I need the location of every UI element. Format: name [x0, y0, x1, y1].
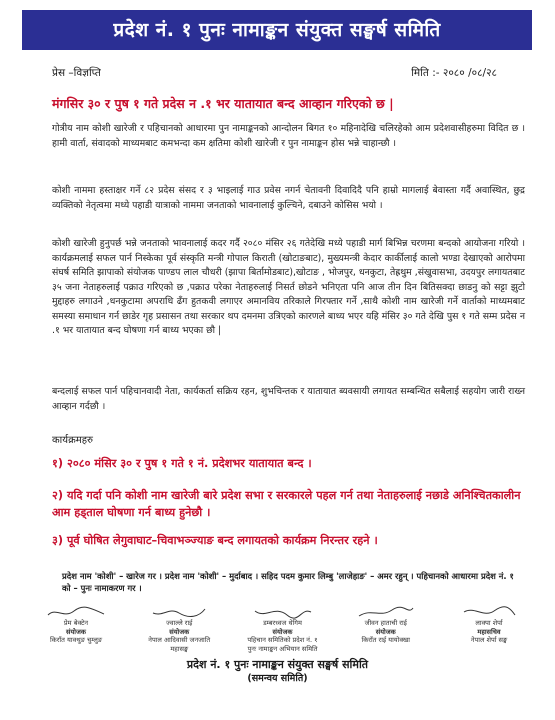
- signatory: [247, 605, 319, 651]
- program-item: ३) पूर्व घोषित लेगुवाघाट–चिवाभञ्ज्याङ बन्द लगायतको कार्यक्रम निरन्तर रहने ।: [52, 534, 378, 547]
- date-label: मिति :- २०८० /०८/२८: [411, 67, 497, 79]
- signatory-org: नेपाल आदिवासी जनजाति महासङ्घ: [148, 636, 211, 653]
- signatory-name: डम्बरध्वज थेगिम: [263, 619, 302, 627]
- signatory: [453, 605, 525, 651]
- signatory-role: संयोजक: [375, 627, 396, 636]
- slogan-notice: प्रदेश नाम 'कोशी' – खारेज गर । प्रदेश नाम 'कोशी' – मुर्दाबाद । सहिद पदम कुमार लिम्बु 'लाजेहाङ' – अमर रहुन् । पहिचानको आधारमा प्रदेश नं. १ को – पुनः नामाकरण गर ।: [62, 571, 514, 593]
- program-label: कार्यक्रमहरु: [52, 435, 94, 446]
- footer: [0, 658, 555, 686]
- signatory: [40, 605, 112, 651]
- press-release-label: प्रेस –विज्ञप्ति: [52, 67, 101, 79]
- meta-row: [52, 66, 515, 82]
- signatory-role: महासचिव: [477, 627, 501, 636]
- footer-subtitle: (समन्वय समिति): [247, 673, 308, 684]
- headline: मंगसिर ३० र पुष १ गते प्रदेस न .१ भर यातायात बन्द आव्हान गरिएको छ |: [52, 96, 394, 111]
- signatory-org: पहिचान समितिको प्रदेश नं. १ पुनः नामाङ्कन अभियान समिति: [247, 636, 318, 653]
- paragraph: गोत्रीय नाम कोशी खारेजी र पहिचानको आधारमा पुन नामाङ्कनको आन्दोलन बिगत १० महिनादेखि चलिरहेको आम प्रदेशवासीहरुमा विदित छ । हामी वार्ता, संवादको माध्यमबाट कमभन्दा कम क्षतिमा कोशी खारेजी र पुन नामाङ्कन होस भन्ने चाहान्छौ ।: [52, 123, 525, 149]
- signatory-org: किराँत याक्थुङ चुम्लुङ: [49, 636, 103, 644]
- signatory-role: संयोजक: [66, 627, 86, 636]
- signatory-org: नेपाल शेर्पा सङ्घ: [470, 636, 508, 644]
- signature-scrawl: [143, 605, 215, 619]
- program-item: १) २०८० मंसिर ३० र पुष १ गते १ नं. प्रदेशभर यातायात बन्द ।: [52, 457, 312, 470]
- signatory: [143, 605, 215, 651]
- signature-scrawl: [350, 605, 422, 619]
- signature-block: [40, 605, 525, 651]
- footer-title: प्रदेश नं. १ पुनः नामाङ्कन संयुक्त सङ्घर्ष समिति: [186, 658, 369, 671]
- signatory-role: संयोजक: [169, 627, 190, 636]
- program-item: २) यदि गर्दा पनि कोशी नाम खारेजी बारे प्रदेश सभा र सरकारले पहल गर्न तथा नेताहरुलाई नछाडे अनिश्चितकालीन आम हड्ताल घोषणा गर्न बाध्य हुनेछौ ।: [52, 489, 521, 519]
- paragraph: कोशी खारेजी हुनुपर्छ भन्ने जनताको भावनालाई कदर गर्दै २०८० मंसिर २६ गतेदेखि मध्ये पहाडी मार्ग बिभिन्न चरणमा बन्दको आयोजना गरियो । कार्यक्रमलाई सफल पार्न निस्केका पूर्व संस्कृति मन्त्री गोपाल किराती (खोटाङबाट), मुख्यमन्त्री केदार कार्कीलाई कालो भण्डा देखाएको आरोपमा संघर्ष समिति झापाको संयोजक पाण्डप लाल चौधरी (झापा बिर्तामोडबाट),खोटाङ , भोजपुर, धनकुटा, तेह्रथुम ,संखुवासभा, उदयपुर लगायतबाट ३५ जना नेताहरुलाई पक्राउ गरिएको छ ,पक्राउ परेका नेताहरुलाई निसर्त छोडने भनिएता पनि आज तीन दिन बितिसक्दा छाडनु को सट्टा झुटो मुद्दाहरु लगाउने ,धनकुटामा अपराधि ढँग हुतकवी लगाएर अमानविय तरिकाले गिरफ्तार गर्ने ,साथै कोशी नाम खारेजी गर्ने वार्ताको माध्यमबाट समस्या समाधान गर्न छाडेर गृह प्रसासन तथा सरकार थप दमनमा उत्रिएको कारणले बाध्य भएर यहि मंसिर ३० गते देखि पुस १ गते सम्म प्रदेस न .१ भर यातायात बन्द घोषणा गर्न बाध्य भएका छौ |: [52, 238, 525, 336]
- signatory-name: प्रेम बेक्टेन: [63, 619, 89, 627]
- signatory-org: किराँत राई यायोक्खा: [361, 636, 410, 644]
- signatory-name: जीवन हाताची राई: [364, 619, 407, 627]
- signature-scrawl: [247, 605, 319, 619]
- signatory-role: संयोजक: [272, 627, 293, 636]
- signatory: [350, 605, 422, 651]
- signature-scrawl: [40, 605, 112, 619]
- signatory-name: ज्वाल्ले राई: [166, 619, 193, 627]
- signatory-name: लाक्पा शेर्पा: [475, 619, 503, 627]
- paragraph: बन्दलाई सफल पार्न पहिचानवादी नेता, कार्यकर्ता सक्रिय रहन, शुभचिन्तक र यातायात ब्यवसायी लगायत सम्बन्धित सबैलाई सहयोग जारी राख्न आव्हान गर्दछौ ।: [52, 386, 525, 412]
- signature-scrawl: [453, 605, 525, 619]
- header-banner: प्रदेश नं. १ पुनः नामाङ्कन संयुक्त सङ्घर्ष समिति: [22, 10, 532, 50]
- paragraph: कोशी नाममा हस्ताक्षर गर्ने ८२ प्रदेस संसद र ३ भाइलाई गाउ प्रवेस नगर्न चेतावनी दिवादिदै पनि हाम्रो मागलाई बेवास्ता गर्दै अवास्थित, छुद्र व्यक्तिको नेतृत्वमा मध्ये पहाडी यात्राको नाममा जनताको भावनालाई कुल्चिने, दबाउने कोसिस भयो ।: [52, 185, 525, 211]
